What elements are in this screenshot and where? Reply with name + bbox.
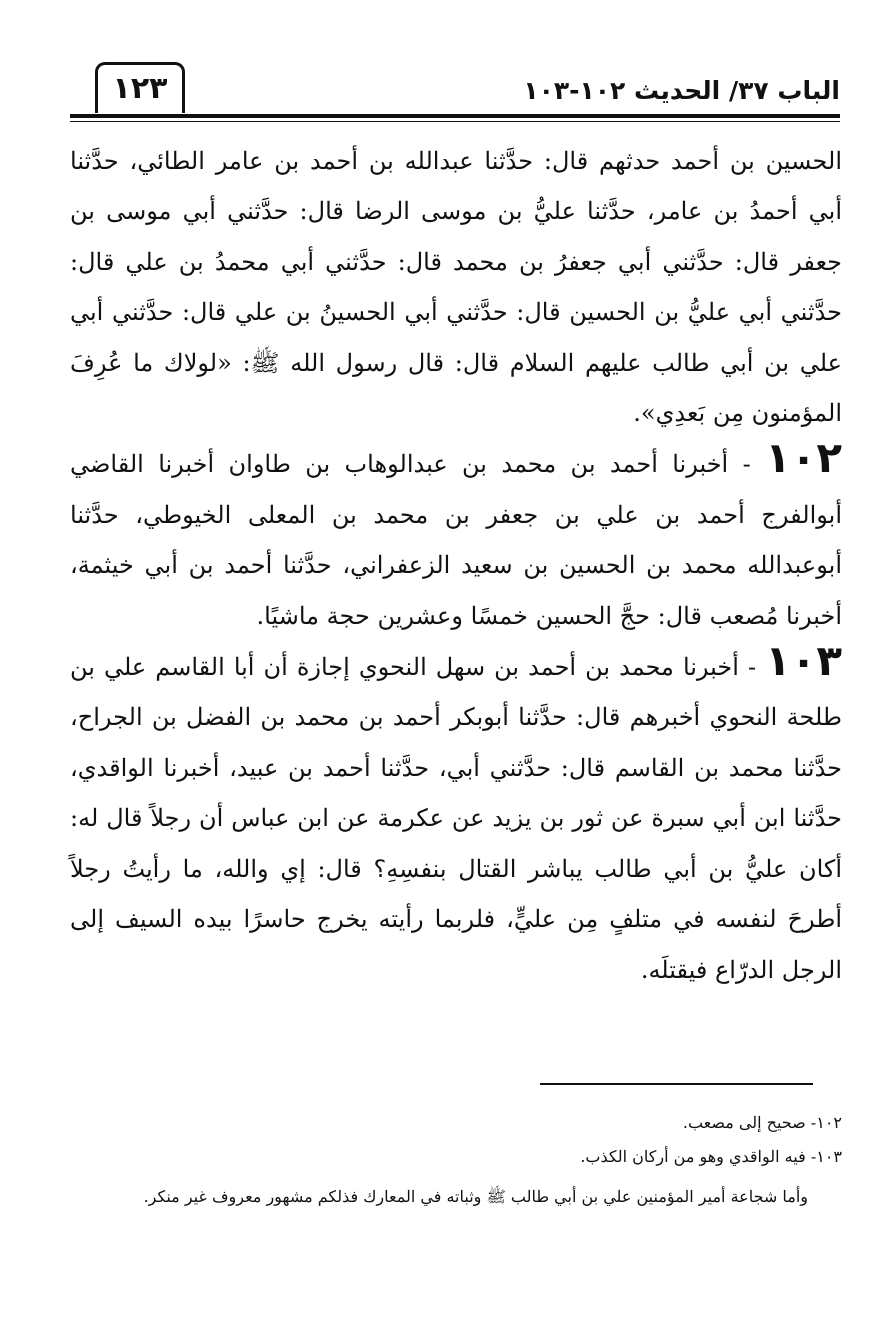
hadith-102-text: - أخبرنا أحمد بن محمد بن عبدالوهاب بن طاوان أخبرنا القاضي أبوالفرج أحمد بن علي بن جعفر بن محمد بن المعلى الخيوطي، حدَّثنا أبوعبدالله محمد بن الحسين بن سعيد الزعفراني، حدَّثنا أحمد بن أبي خيثمة، أخبرنا مُصعب قال: حجَّ الحسين خمسًا وعشرين حجة ماشيًا. [70,450,842,630]
header-rule [70,114,840,118]
main-text [70,136,842,995]
footnote-102: ١٠٢- صحيح إلى مصعب. [682,1113,842,1132]
footnote-extra: وأما شجاعة أمير المؤمنين علي بن أبي طالب ﷺ وثباته في المعارك فذلكم مشهور معروف غير منكر. [143,1187,808,1206]
page-header [70,70,840,120]
intro-paragraph: الحسين بن أحمد حدثهم قال: حدَّثنا عبدالله بن أحمد بن عامر الطائي، حدَّثنا أبي أحمدُ بن عامر، حدَّثنا عليُّ بن موسى الرضا قال: حدَّثني أبي موسى بن جعفر قال: حدَّثني أبي جعفرُ بن محمد قال: حدَّثني أبي محمدُ بن علي قال: حدَّثني أبي عليُّ بن الحسين قال: حدَّثني أبي الحسينُ بن علي قال: حدَّثني أبي علي بن أبي طالب عليهم السلام قال: قال رسول الله ﷺ: «لولاك ما عُرِفَ المؤمنون مِن بَعدِي». [70,147,842,428]
footnotes [70,1108,842,1216]
hadith-102-number: ١٠٢ [765,433,843,483]
hadith-103-paragraph [70,636,842,995]
page-number: ١٢٣ [95,62,185,113]
footnote-103: ١٠٣- فيه الواقدي وهو من أركان الكذب. [580,1147,842,1166]
chapter-title: الباب ٣٧/ الحديث ١٠٢-١٠٣ [523,76,840,105]
footnote-separator [540,1083,813,1085]
hadith-102-paragraph [70,433,843,641]
hadith-103-text: - أخبرنا محمد بن أحمد بن سهل النحوي إجازة أن أبا القاسم علي بن طلحة النحوي أخبرهم قال: حدَّثنا أبوبكر أحمد بن محمد بن الفضل بن الجراح، حدَّثنا محمد بن القاسم قال: حدَّثني أبي، حدَّثنا أحمد بن عبيد، أخبرنا الواقدي، حدَّثنا ابن أبي سبرة عن ثور بن يزيد عن عكرمة عن ابن عباس أن رجلاً قال له: أكان عليُّ بن أبي طالب يباشر القتال بنفسِهِ؟ قال: إي والله، ما رأيتُ رجلاً أطرحَ لنفسه في متلفٍ مِن عليٍّ، فلربما رأيته يخرج حاسرًا بيده السيف إلى الرجل الدرّاع فيقتلَه. [70,653,842,984]
header-rule-thin [70,121,840,122]
hadith-103-number: ١٠٣ [765,636,842,686]
